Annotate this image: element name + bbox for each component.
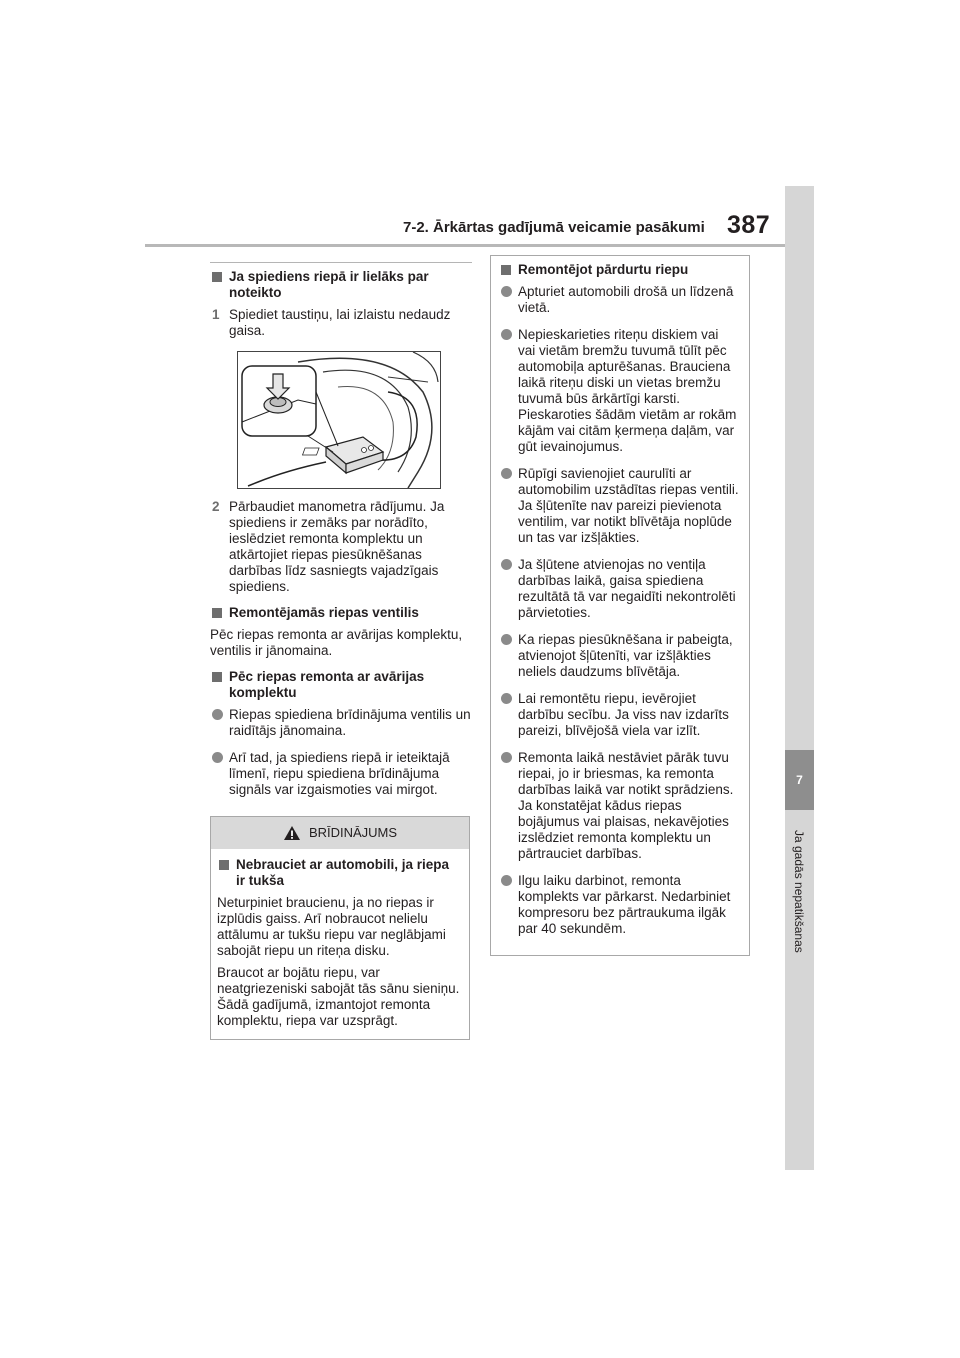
step-text: Pārbaudiet manometra rādījumu. Ja spiediens ir zemāks par norādīto, ieslēdziet remonta komplektu un atkārtojiet riepas piesūknēšanas darbības līdz sasniegts vajadzīgais spiediens. bbox=[229, 499, 445, 594]
left-column bbox=[210, 262, 472, 1040]
repair-kit-illustration bbox=[237, 351, 441, 489]
warning-heading: Nebrauciet ar automobili, ja riepa ir tukša bbox=[217, 857, 461, 889]
step-number: 1 bbox=[212, 307, 220, 322]
warning-title: BRĪDINĀJUMS bbox=[308, 825, 398, 840]
valve-paragraph: Pēc riepas remonta ar avārijas komplektu, ventilis ir jānomaina. bbox=[210, 627, 463, 658]
kit-button-illustration-icon bbox=[238, 352, 440, 488]
bullet-item: Rūpīgi savienojiet caurulīti ar automobilim uzstādītas riepas ventili. Ja šļūtenīte nav pareizi pievienota ventilim, var notikt blīvētāja noplūde un tas var izšļākties. bbox=[499, 466, 739, 546]
warning-paragraph: Neturpiniet braucienu, ja no riepas ir izplūdis gaiss. Arī nobraucot nelielu attālumu ar tukšu riepu var neglābjami sabojāt riepu un riteņa disku. bbox=[217, 895, 446, 958]
warning-body bbox=[211, 849, 469, 1039]
caution-continuation-box bbox=[490, 255, 750, 956]
section-heading-valve: Remontējamās riepas ventilis bbox=[210, 605, 472, 621]
bullet-item: Ilgu laiku darbinot, remonta komplekts var pārkarst. Nedarbiniet kompresoru bez pārtraukuma ilgāk par 40 sekundēm. bbox=[499, 873, 739, 937]
section-heading-after-repair: Pēc riepas remonta ar avārijas komplektu bbox=[210, 669, 472, 701]
section-heading-pressure-high: Ja spiediens riepā ir lielāks par noteikto bbox=[210, 269, 472, 301]
step-1 bbox=[210, 307, 472, 339]
right-column bbox=[490, 255, 750, 956]
page-number: 387 bbox=[727, 211, 771, 239]
section-top-rule bbox=[210, 262, 472, 263]
bullet-item: Remonta laikā nestāviet pārāk tuvu riepai, jo ir briesmas, ka remonta darbības laikā var notikt sprādziens. Ja konstatējat kādus riepas bojājumus vai plaisas, nekavējoties izslēdziet remonta komplektu un pārtrauciet darbības. bbox=[499, 750, 739, 862]
warning-header bbox=[211, 817, 469, 849]
step-text: Spiediet taustiņu, lai izlaistu nedaudz gaisa. bbox=[229, 307, 451, 338]
bullet-item: Nepieskarieties riteņu diskiem vai vai vietām bremžu tuvumā tūlīt pēc automobiļa apturēšanas. Brauciena laikā riteņu diski un vietas bremžu tuvumā būs ārkārtīgi karsti. Pieskaroties šādām vietām ar rokām kājām vai citām ķermeņa daļām, var gūt ievainojumus. bbox=[499, 327, 739, 455]
bullet-item: Lai remontētu riepu, ievērojiet darbību secību. Ja viss nav izdarīts pareizi, blīvējošā viela var izlīt. bbox=[499, 691, 739, 739]
chapter-tab-label: Ja gadās nepatikšanas bbox=[792, 830, 806, 953]
warning-triangle-icon bbox=[283, 825, 301, 841]
section-heading-repair-puncture: Remontējot pārdurtu riepu bbox=[499, 262, 739, 278]
bullet-item: Riepas spiediena brīdinājuma ventilis un raidītājs jānomaina. bbox=[210, 707, 472, 739]
chapter-side-tab bbox=[785, 186, 814, 1170]
chapter-tab-number: 7 bbox=[785, 750, 814, 810]
step-2 bbox=[210, 499, 472, 595]
warning-paragraph: Braucot ar bojātu riepu, var neatgriezeniski sabojāt tās sānu sieniņu. Šādā gadījumā, izmantojot remonta komplektu, riepa var uzsprāgt. bbox=[217, 965, 460, 1028]
warning-box bbox=[210, 816, 470, 1040]
header-divider bbox=[145, 244, 785, 247]
bullet-item: Apturiet automobili drošā un līdzenā vietā. bbox=[499, 284, 739, 316]
bullet-item: Arī tad, ja spiediens riepā ir ieteiktajā līmenī, riepu spiediena brīdinājuma signāls var izgaismoties vai mirgot. bbox=[210, 750, 472, 798]
chapter-header: 7-2. Ārkārtas gadījumā veicamie pasākumi bbox=[403, 219, 705, 236]
bullet-item: Ka riepas piesūknēšana ir pabeigta, atvienojot šļūtenīti, var izšļākties neliels daudzums blīvētāja. bbox=[499, 632, 739, 680]
bullet-item: Ja šļūtene atvienojas no ventiļa darbības laikā, gaisa spiediena rezultātā tā var negaidīti nekontrolēti pārvietoties. bbox=[499, 557, 739, 621]
step-number: 2 bbox=[212, 499, 220, 514]
